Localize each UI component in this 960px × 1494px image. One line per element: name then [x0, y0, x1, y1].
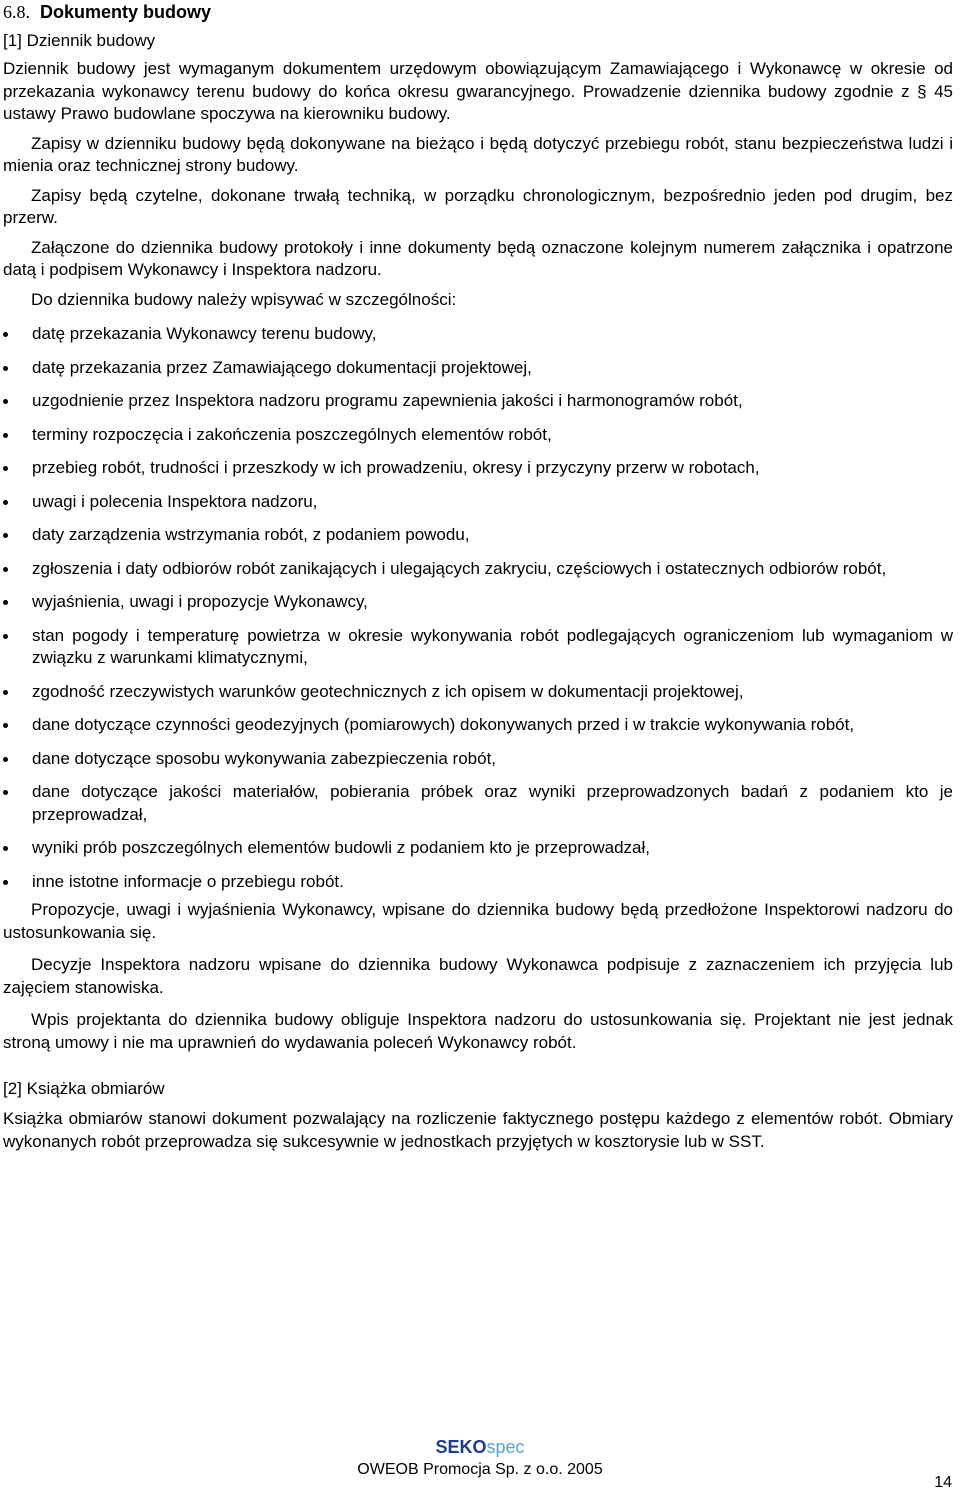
bullet-icon [3, 690, 8, 695]
paragraph: Dziennik budowy jest wymaganym dokumentem urzędowym obowiązującym Zamawiającego i Wykonawcę w okresie od przekazania wykonawcy terenu budowy do końca okresu gwarancyjnego. Prowadzenie dziennika budowy zgodnie z § 45 ustawy Prawo budowlane spoczywa na kierowniku budowy. [3, 59, 953, 123]
bullet-icon [3, 567, 8, 572]
bullet-icon [3, 634, 8, 639]
list-item: datę przekazania Wykonawcy terenu budowy, [3, 323, 953, 346]
list-item: zgodność rzeczywistych warunków geotechnicznych z ich opisem w dokumentacji projektowej, [3, 681, 953, 704]
paragraph: Wpis projektanta do dziennika budowy obliguje Inspektora nadzoru do ustosunkowania się. Projektant nie jest jednak stroną umowy i nie ma uprawnień do wydawania poleceń Wykonawcy robót. [3, 1010, 953, 1052]
list-item: wyniki prób poszczególnych elementów budowli z podaniem kto je przeprowadzał, [3, 837, 953, 860]
section-title: Dokumenty budowy [40, 2, 212, 22]
list-item: przebieg robót, trudności i przeszkody w ich prowadzeniu, okresy i przyczyny przerw w robotach, [3, 457, 953, 480]
bullet-icon [3, 757, 8, 762]
paragraph: Załączone do dziennika budowy protokoły i inne dokumenty będą oznaczone kolejnym numerem załącznika i opatrzone datą i podpisem Wykonawcy i Inspektora nadzoru. [3, 237, 953, 279]
list-item: dane dotyczące czynności geodezyjnych (pomiarowych) dokonywanych przed i w trakcie wykonywania robót, [3, 714, 953, 737]
paragraph: Decyzje Inspektora nadzoru wpisane do dziennika budowy Wykonawca podpisuje z zaznaczeniem ich przyjęcia lub zajęciem stanowiska. [3, 955, 953, 997]
paragraph: Propozycje, uwagi i wyjaśnienia Wykonawcy, wpisane do dziennika budowy będą przedłożone Inspektorowi nadzoru do ustosunkowania się. [3, 900, 953, 942]
bullet-icon [3, 466, 8, 471]
list-item: daty zarządzenia wstrzymania robót, z podaniem powodu, [3, 524, 953, 547]
page-number: 14 [934, 1474, 952, 1491]
footer-company: OWEOB Promocja Sp. z o.o. 2005 [357, 1461, 603, 1478]
list-intro: Do dziennika budowy należy wpisywać w szczególności: [31, 289, 457, 309]
bullet-icon [3, 399, 8, 404]
list-item: zgłoszenia i daty odbiorów robót zanikających i ulegających zakryciu, częściowych i ostatecznych odbiorów robót, [3, 558, 953, 581]
paragraph: Zapisy w dzienniku budowy będą dokonywane na bieżąco i będą dotyczyć przebiegu robót, stanu bezpieczeństwa ludzi i mienia oraz technicznej strony budowy. [3, 133, 953, 175]
section-heading [3, 0, 953, 28]
list-item: datę przekazania przez Zamawiającego dokumentacji projektowej, [3, 357, 953, 380]
bullet-icon [3, 846, 8, 851]
subsection-heading-ksiazka: [2] Książka obmiarów [3, 1079, 165, 1098]
footer-logo: SEKOspec [435, 1437, 525, 1457]
list-item: terminy rozpoczęcia i zakończenia poszczególnych elementów robót, [3, 424, 953, 447]
bullet-icon [3, 533, 8, 538]
bullet-icon [3, 600, 8, 605]
subsection-heading-dziennik: [1] Dziennik budowy [3, 31, 156, 50]
bullet-icon [3, 433, 8, 438]
bullet-icon [3, 366, 8, 371]
bullet-icon [3, 723, 8, 728]
entries-list [3, 323, 953, 893]
document-page [3, 0, 953, 1153]
list-item: dane dotyczące jakości materiałów, pobierania próbek oraz wyniki przeprowadzonych badań z podaniem kto je przeprowadzał, [3, 781, 953, 826]
section-number: 6.8. [3, 2, 30, 22]
bullet-icon [3, 500, 8, 505]
list-item: uwagi i polecenia Inspektora nadzoru, [3, 491, 953, 514]
bullet-icon [3, 880, 8, 885]
list-item: stan pogody i temperaturę powietrza w okresie wykonywania robót podlegających ograniczeniom lub wymaganiom w związku z warunkami klimatycznymi, [3, 625, 953, 670]
paragraph: Książka obmiarów stanowi dokument pozwalający na rozliczenie faktycznego postępu każdego z elementów robót. Obmiary wykonanych robót przeprowadza się sukcesywnie w jednostkach przyjętych w kosztorysie lub w SST. [3, 1109, 953, 1151]
list-item: uzgodnienie przez Inspektora nadzoru programu zapewnienia jakości i harmonogramów robót, [3, 390, 953, 413]
paragraph: Zapisy będą czytelne, dokonane trwałą techniką, w porządku chronologicznym, bezpośrednio jeden pod drugim, bez przerw. [3, 185, 953, 227]
list-item: inne istotne informacje o przebiegu robót. [3, 871, 953, 894]
list-item: wyjaśnienia, uwagi i propozycje Wykonawcy, [3, 591, 953, 614]
bullet-icon [3, 332, 8, 337]
list-item: dane dotyczące sposobu wykonywania zabezpieczenia robót, [3, 748, 953, 771]
bullet-icon [3, 790, 8, 795]
